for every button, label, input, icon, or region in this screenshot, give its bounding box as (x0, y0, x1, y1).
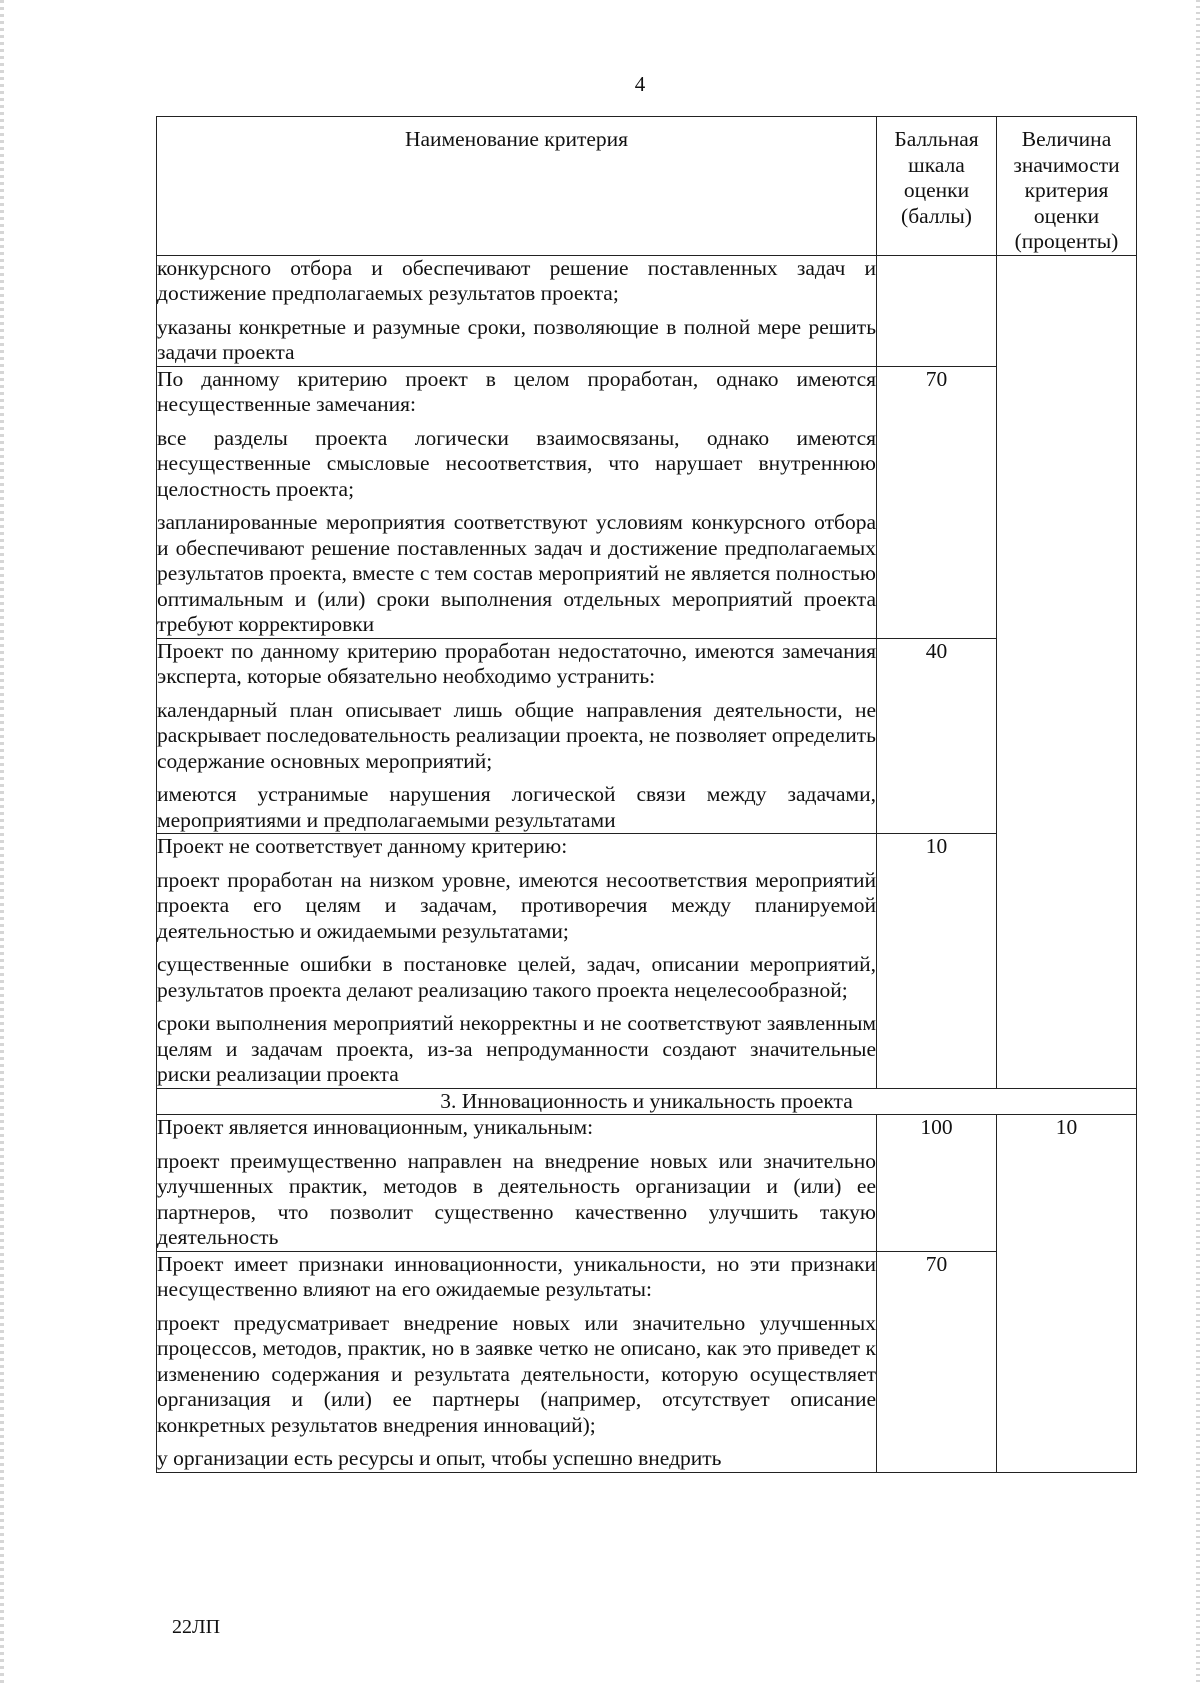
section-heading-row (157, 1088, 1137, 1115)
criterion-description (157, 255, 877, 366)
criterion-paragraph: По данному критерию проект в целом проработан, однако имеются несущественные замечания: (157, 366, 876, 416)
criterion-paragraph: Проект имеет признаки инновационности, уникальности, но эти признаки несущественно влияют на его ожидаемые результаты: (157, 1251, 876, 1301)
criterion-description (157, 1251, 877, 1472)
criteria-table (156, 116, 1137, 1473)
criterion-paragraph: имеются устранимые нарушения логической связи между задачами, мероприятиями и предполагаемыми результатами (157, 782, 876, 832)
criterion-row (157, 255, 1137, 366)
criterion-row (157, 1115, 1137, 1252)
header-scale-line: шкала (908, 152, 965, 177)
criterion-paragraph: существенные ошибки в постановке целей, задач, описании мероприятий, результатов проекта делают реализацию такого проекта нецелесообразной; (157, 952, 876, 1002)
criterion-paragraph: проект проработан на низком уровне, имеются несоответствия мероприятий проекта его целям и задачам, противоречия между планируемой деятельностью и ожидаемыми результатами; (157, 867, 876, 943)
criterion-paragraph: календарный план описывает лишь общие направления деятельности, не раскрывает последовательность реализации проекта, не позволяет определить содержание основных мероприятий; (157, 697, 876, 773)
footer-document-code: 22ЛП (172, 1616, 221, 1638)
criterion-paragraph: Проект не соответствует данному критерию: (157, 834, 568, 858)
criterion-paragraph: у организации есть ресурсы и опыт, чтобы успешно внедрить (157, 1446, 722, 1470)
header-weight-line: Величина (1021, 127, 1112, 151)
header-weight-line: значимости (1013, 152, 1120, 177)
criterion-description (157, 834, 877, 1089)
criterion-weight: 10 (997, 1115, 1137, 1473)
criterion-row (157, 366, 1137, 638)
criterion-description (157, 1115, 877, 1252)
section-title: 3. Инновационность и уникальность проекта (157, 1088, 1137, 1115)
criterion-paragraph: Проект является инновационным, уникальным: (157, 1115, 594, 1139)
criterion-row (157, 638, 1137, 834)
criterion-paragraph: запланированные мероприятия соответствуют условиям конкурсного отбора и обеспечивают решение поставленных задач и достижение предполагаемых результатов проекта, вместе с тем состав мероприятий не является полностью оптимальным и (или) сроки выполнения отдельных мероприятий проекта требуют корректировки (157, 510, 876, 636)
criterion-paragraph: сроки выполнения мероприятий некорректны и не соответствуют заявленным целям и задачам проекта, из-за непродуманности создают значительные риски реализации проекта (157, 1011, 876, 1086)
criterion-description (157, 638, 877, 834)
scan-edge-right (1196, 0, 1200, 1686)
criterion-score: 70 (877, 366, 997, 638)
criterion-paragraph: конкурсного отбора и обеспечивают решение поставленных задач и достижение предполагаемых результатов проекта; (157, 255, 876, 305)
criterion-paragraph: все разделы проекта логически взаимосвязаны, однако имеются несущественные смысловые несоответствия, что нарушает внутреннюю целостность проекта; (157, 425, 876, 501)
header-scale (877, 117, 997, 256)
criterion-score: 10 (877, 834, 997, 1089)
criterion-score: 70 (877, 1251, 997, 1472)
header-criterion: Наименование критерия (157, 117, 877, 256)
header-weight (997, 117, 1137, 256)
scan-edge-left (0, 0, 4, 1686)
criterion-score: 40 (877, 638, 997, 834)
criterion-paragraph: указаны конкретные и разумные сроки, позволяющие в полной мере решить задачи проекта (157, 314, 876, 364)
criterion-row (157, 834, 1137, 1089)
header-scale-line: Балльная (894, 127, 979, 151)
criterion-score: 100 (877, 1115, 997, 1252)
page-number: 4 (634, 72, 646, 96)
criterion-weight-empty (997, 255, 1137, 1088)
header-row (157, 117, 1137, 256)
header-weight-line: критерия (1024, 178, 1109, 202)
criterion-score (877, 255, 997, 366)
criterion-row (157, 1251, 1137, 1472)
header-weight-line: оценки (1033, 203, 1100, 228)
criterion-paragraph: проект предусматривает внедрение новых или значительно улучшенных процессов, методов, практик, но в заявке четко не описано, как это приведет к изменению содержания и результата деятельности, которую осуществляет организация и (или) ее партнеры (например, отсутствует описание конкретных результатов внедрения инноваций); (157, 1310, 876, 1437)
header-scale-line: оценки (903, 178, 970, 202)
criterion-paragraph: проект преимущественно направлен на внедрение новых или значительно улучшенных практик, методов в деятельность организации и (или) ее партнеров, что позволит существенно качественно улучшить такую деятельность (157, 1148, 876, 1249)
criterion-paragraph: Проект по данному критерию проработан недостаточно, имеются замечания эксперта, которые обязательно необходимо устранить: (157, 638, 876, 688)
criterion-description (157, 366, 877, 638)
header-scale-line: (баллы) (901, 203, 972, 228)
header-weight-line: (проценты) (1014, 229, 1119, 253)
